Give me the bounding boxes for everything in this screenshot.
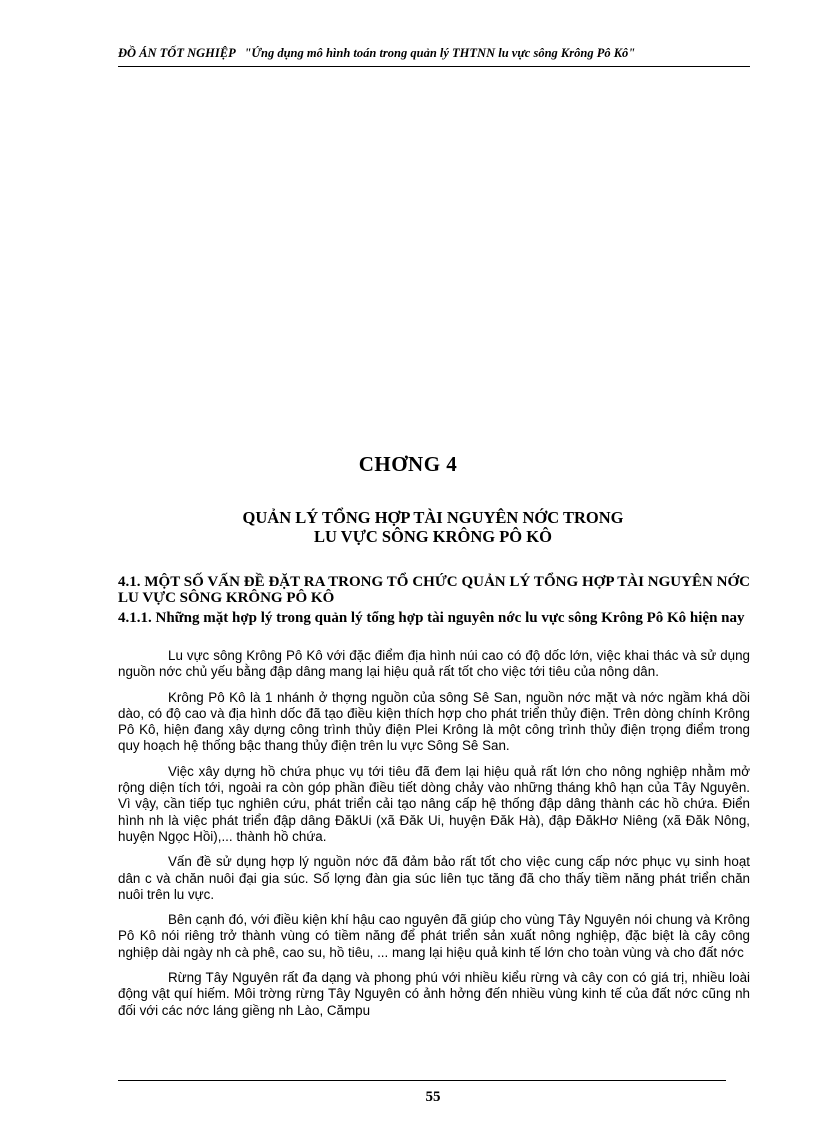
chapter-title-line-1: QUẢN LÝ TỔNG HỢP TÀI NGUYÊN NỚC TRONG xyxy=(242,508,624,527)
running-header xyxy=(118,46,746,61)
header-divider xyxy=(118,66,750,67)
paragraph: Vấn đề sử dụng hợp lý nguồn nớc đã đảm bảo rất tốt cho việc cung cấp nớc phục vụ sinh hoạt dân c và chăn nuôi đại gia súc. Số lợng đàn gia súc liên tục tăng đã cho thấy tiềm năng phát triển chăn nuôi trên lu vực. xyxy=(118,854,750,902)
paragraph: Rừng Tây Nguyên rất đa dạng và phong phú với nhiều kiểu rừng và cây con có giá trị, nhiều loài động vật quí hiếm. Môi trờng rừng Tây Nguyên có ảnh hởng đến nhiều vùng kinh tế của đất nớc cũng nh đối với các nớc láng giềng nh Lào, Cămpu xyxy=(118,970,750,1018)
section-heading-4-1: 4.1. MỘT SỐ VẤN ĐỀ ĐẶT RA TRONG TỔ CHỨC QUẢN LÝ TỔNG HỢP TÀI NGUYÊN NỚC LU VỰC SÔNG KRÔNG PÔ KÔ xyxy=(118,574,750,606)
chapter-title-line-2: LU VỰC SÔNG KRÔNG PÔ KÔ xyxy=(314,527,552,546)
paragraph: Krông Pô Kô là 1 nhánh ở thợng nguồn của sông Sê San, nguồn nớc mặt và nớc ngầm khá dồi dào, có độ cao và địa hình dốc đã tạo điều kiện thích hợp cho phát triển thủy điện. Trên dòng chính Krông Pô Kô, hiện đang xây dựng công trình thủy điện Plei Krông là một công trình thủy điện trọng điểm trong quy hoạch hệ thống bậc thang thủy điện trên lu vực Sông Sê San. xyxy=(118,689,750,754)
body-text xyxy=(118,648,750,1028)
header-left-label: ĐỒ ÁN TỐT NGHIỆP xyxy=(118,46,236,60)
paragraph: Bên cạnh đó, với điều kiện khí hậu cao nguyên đã giúp cho vùng Tây Nguyên nói chung và Krông Pô Kô nói riêng trở thành vùng có tiềm năng để phát triển sản xuất nông nghiệp, đặc biệt là cây công nghiệp dài ngày nh cà phê, cao su, hồ tiêu, ... mang lại hiệu quả kinh tế lớn cho toàn vùng và cho đất nớc xyxy=(118,912,750,960)
header-document-title: "Ứng dụng mô hình toán trong quản lý THTNN lu vực sông Krông Pô Kô" xyxy=(244,46,636,60)
footer-divider xyxy=(118,1080,726,1081)
page-number: 55 xyxy=(425,1089,441,1105)
chapter-label: CHƠNG 4 xyxy=(358,452,458,476)
chapter-title xyxy=(0,508,816,546)
paragraph: Việc xây dựng hồ chứa phục vụ tới tiêu đã đem lại hiệu quả rất lớn cho nông nghiệp nhằm mở rộng diện tích tới, ngoài ra còn góp phần điều tiết dòng chảy vào những tháng khô hạn của Tây Nguyên. Vì vậy, cần tiếp tục nghiên cứu, phát triển cải tạo nâng cấp hệ thống đập dâng thành các hồ chứa. Điển hình nh là việc phát triển đập dâng ĐăkUi (xã Đăk Ui, huyện Đăk Hà), đập ĐăkHơ Niêng (xã Đăk Nông, huyện Ngọc Hồi),... thành hồ chứa. xyxy=(118,763,750,844)
subsection-heading-4-1-1: 4.1.1. Những mặt hợp lý trong quản lý tổng hợp tài nguyên nớc lu vực sông Krông Pô Kô hiện nay xyxy=(118,610,745,626)
paragraph: Lu vực sông Krông Pô Kô với đặc điểm địa hình núi cao có độ dốc lớn, việc khai thác và sử dụng nguồn nớc chủ yếu bằng đập dâng mang lại hiệu quả rất tốt cho việc tới tiêu của nông dân. xyxy=(118,648,750,680)
